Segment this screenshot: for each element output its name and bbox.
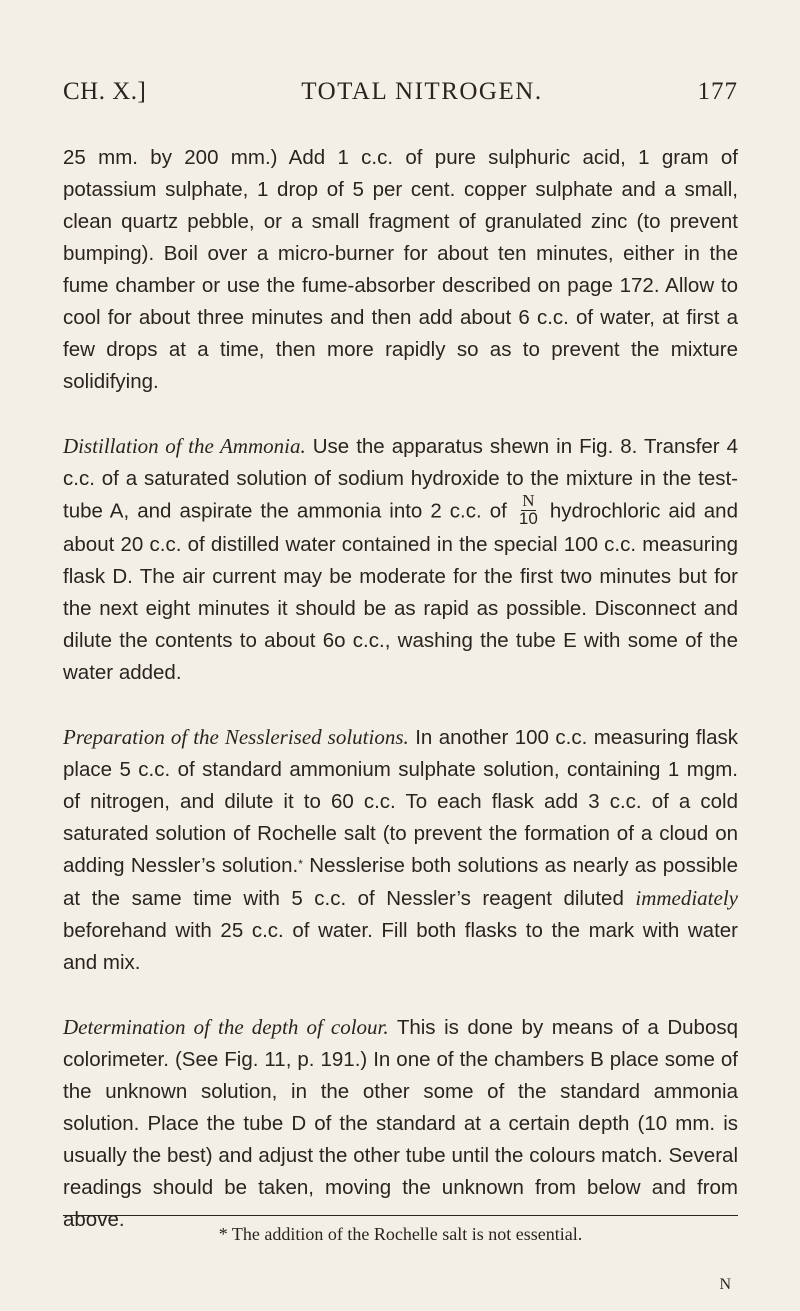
paragraph-preparation [63,721,738,979]
paragraph-determination [63,1011,738,1236]
section-heading-distillation: Distillation of the Ammonia. [63,434,306,458]
footnote-marker: * [298,857,303,871]
page-number: 177 [697,78,738,105]
running-title: TOTAL NITROGEN. [301,78,543,105]
paragraph-text: Nesslerise both solutions as nearly as possible at the same time with 5 c.c. of Nessler’s reagent diluted [63,854,738,910]
section-heading-preparation: Preparation of the Nesslerised solutions. [63,725,409,749]
fraction-denominator: 10 [518,509,538,528]
body-text [63,142,738,1236]
normality-fraction [519,493,538,527]
section-heading-determination: Determination of the depth of colour. [63,1015,389,1039]
printer-signature: N [719,1276,731,1293]
running-header [63,78,738,106]
paragraph-distillation [63,430,738,689]
chapter-label: CH. X.] [63,78,147,105]
paragraph-text: hydrochloric aid and about 20 c.c. of distilled water contained in the special 100 c.c. measuring flask D. The air current may be moderate for the first two minutes but for the next eight minutes it should be as rapid as possible. Disconnect and dilute the contents to about 6o c.c., washing the tube E with some of the water added. [63,499,738,684]
paragraph-text: 25 mm. by 200 mm.) Add 1 c.c. of pure sulphuric acid, 1 gram of potassium sulphate, 1 drop of 5 per cent. copper sulphate and a small, clean quartz pebble, or a small fragment of granulated zinc (to prevent bumping). Boil over a micro-burner for about ten minutes, either in the fume chamber or use the fume-absorber described on page 172. Allow to cool for about three minutes and then add about 6 c.c. of water, at first a few drops at a time, then more rapidly so as to prevent the mixture solidifying. [63,146,738,393]
fraction-numerator: N [522,491,535,510]
paragraph-text: Use the apparatus shewn in Fig. 8. Transfer 4 c.c. of a saturated solution of sodium hydroxide to the mixture in the test-tube A, and aspirate the ammonia into 2 c.c. of [63,435,738,523]
paragraph-text: beforehand with 25 c.c. of water. Fill both flasks to the mark with water and mix. [63,919,738,974]
paragraph-text: This is done by means of a Dubosq colorimeter. (See Fig. 11, p. 191.) In one of the chambers B place some of the unknown solution, in the other some of the standard ammonia solution. Place the tube D of the standard at a certain depth (10 mm. is usually the best) and adjust the other tube until the colours match. Several readings should be taken, moving the unknown from below and from above. [63,1016,739,1231]
emphasis-text: immediately [635,886,738,910]
paragraph-digestion [63,142,738,398]
footnote-divider [63,1215,738,1216]
paragraph-text: In another 100 c.c. measuring flask place 5 c.c. of standard ammonium sulphate solution, containing 1 mgm. of nitrogen, and dilute it to 60 c.c. To each flask add 3 c.c. of a cold saturated solution of Rochelle salt (to prevent the formation of a cloud on adding Nessler’s solution. [63,726,739,877]
footnote: * The addition of the Rochelle salt is not essential. [218,1224,583,1244]
